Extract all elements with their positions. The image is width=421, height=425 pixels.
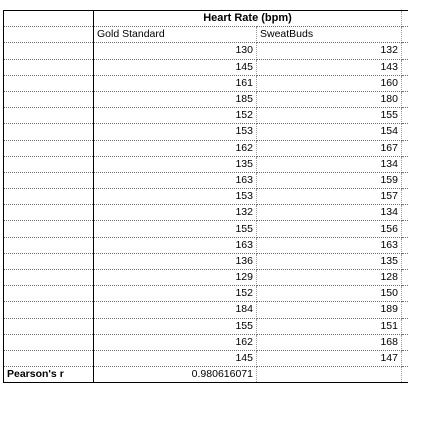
gold-standard-value[interactable]: 163 xyxy=(94,172,257,188)
sweatbuds-value[interactable]: 157 xyxy=(257,189,402,205)
table-row xyxy=(4,156,408,172)
sweatbuds-value[interactable]: 156 xyxy=(257,221,402,237)
sweatbuds-value[interactable]: 155 xyxy=(257,108,402,124)
sweatbuds-value[interactable]: 154 xyxy=(257,124,402,140)
table-row xyxy=(4,286,408,302)
table-row xyxy=(4,221,408,237)
cell-A2[interactable] xyxy=(4,27,94,43)
column-header-sweatbuds[interactable]: SweatBuds xyxy=(257,27,402,43)
gold-standard-value[interactable]: 153 xyxy=(94,124,257,140)
table-row xyxy=(4,302,408,318)
empty-cell[interactable] xyxy=(402,140,408,156)
row-label-cell[interactable] xyxy=(4,172,94,188)
gold-standard-value[interactable]: 184 xyxy=(94,302,257,318)
empty-cell[interactable] xyxy=(402,75,408,91)
gold-standard-value[interactable]: 136 xyxy=(94,253,257,269)
sweatbuds-value[interactable]: 134 xyxy=(257,156,402,172)
gold-standard-value[interactable]: 163 xyxy=(94,237,257,253)
row-label-cell[interactable] xyxy=(4,350,94,366)
table-row xyxy=(4,350,408,366)
empty-cell[interactable] xyxy=(402,189,408,205)
column-header-gold-standard[interactable]: Gold Standard xyxy=(94,27,257,43)
table-row xyxy=(4,91,408,107)
empty-cell[interactable] xyxy=(402,205,408,221)
sweatbuds-value[interactable]: 134 xyxy=(257,205,402,221)
row-label-cell[interactable] xyxy=(4,189,94,205)
empty-cell[interactable] xyxy=(402,221,408,237)
gold-standard-value[interactable]: 145 xyxy=(94,350,257,366)
header-row xyxy=(4,27,408,43)
sweatbuds-value[interactable]: 160 xyxy=(257,75,402,91)
sweatbuds-value[interactable]: 132 xyxy=(257,43,402,59)
cell-D1[interactable] xyxy=(402,11,408,27)
sweatbuds-value[interactable]: 135 xyxy=(257,253,402,269)
title-row xyxy=(4,11,408,27)
cell-D2[interactable] xyxy=(402,27,408,43)
empty-cell[interactable] xyxy=(402,43,408,59)
pearson-value[interactable]: 0.980616071 xyxy=(94,367,257,383)
row-label-cell[interactable] xyxy=(4,140,94,156)
sweatbuds-value[interactable]: 128 xyxy=(257,270,402,286)
sweatbuds-value[interactable]: 150 xyxy=(257,286,402,302)
empty-cell[interactable] xyxy=(402,59,408,75)
empty-cell[interactable] xyxy=(402,350,408,366)
empty-cell[interactable] xyxy=(402,108,408,124)
pearson-label[interactable]: Pearson's r xyxy=(4,367,94,383)
empty-cell[interactable] xyxy=(402,237,408,253)
row-label-cell[interactable] xyxy=(4,91,94,107)
table-row xyxy=(4,124,408,140)
row-label-cell[interactable] xyxy=(4,221,94,237)
gold-standard-value[interactable]: 162 xyxy=(94,334,257,350)
row-label-cell[interactable] xyxy=(4,286,94,302)
row-label-cell[interactable] xyxy=(4,156,94,172)
sweatbuds-value[interactable]: 163 xyxy=(257,237,402,253)
gold-standard-value[interactable]: 162 xyxy=(94,140,257,156)
table-title[interactable]: Heart Rate (bpm) xyxy=(94,11,402,27)
table-row xyxy=(4,270,408,286)
sweatbuds-value[interactable]: 147 xyxy=(257,350,402,366)
empty-cell[interactable] xyxy=(402,286,408,302)
sweatbuds-value[interactable]: 189 xyxy=(257,302,402,318)
row-label-cell[interactable] xyxy=(4,302,94,318)
cell-A1[interactable] xyxy=(4,11,94,27)
gold-standard-value[interactable]: 185 xyxy=(94,91,257,107)
gold-standard-value[interactable]: 155 xyxy=(94,318,257,334)
row-label-cell[interactable] xyxy=(4,43,94,59)
table-row xyxy=(4,108,408,124)
table-row xyxy=(4,43,408,59)
sweatbuds-value[interactable]: 168 xyxy=(257,334,402,350)
table-row xyxy=(4,172,408,188)
row-label-cell[interactable] xyxy=(4,75,94,91)
sweatbuds-value[interactable]: 151 xyxy=(257,318,402,334)
empty-cell[interactable] xyxy=(402,318,408,334)
empty-cell[interactable] xyxy=(402,270,408,286)
gold-standard-value[interactable]: 145 xyxy=(94,59,257,75)
gold-standard-value[interactable]: 152 xyxy=(94,108,257,124)
table-row xyxy=(4,59,408,75)
table-row xyxy=(4,140,408,156)
table-row xyxy=(4,237,408,253)
sweatbuds-value[interactable]: 180 xyxy=(257,91,402,107)
sweatbuds-value[interactable]: 143 xyxy=(257,59,402,75)
gold-standard-value[interactable]: 152 xyxy=(94,286,257,302)
pearson-row xyxy=(4,367,408,383)
gold-standard-value[interactable]: 161 xyxy=(94,75,257,91)
gold-standard-value[interactable]: 132 xyxy=(94,205,257,221)
sweatbuds-value[interactable]: 167 xyxy=(257,140,402,156)
sweatbuds-value[interactable]: 159 xyxy=(257,172,402,188)
row-label-cell[interactable] xyxy=(4,334,94,350)
empty-cell[interactable] xyxy=(402,367,408,383)
empty-cell[interactable] xyxy=(257,367,402,383)
table-row xyxy=(4,334,408,350)
row-label-cell[interactable] xyxy=(4,59,94,75)
gold-standard-value[interactable]: 135 xyxy=(94,156,257,172)
row-label-cell[interactable] xyxy=(4,318,94,334)
row-label-cell[interactable] xyxy=(4,124,94,140)
table-row xyxy=(4,318,408,334)
row-label-cell[interactable] xyxy=(4,108,94,124)
empty-cell[interactable] xyxy=(402,302,408,318)
empty-cell[interactable] xyxy=(402,124,408,140)
row-label-cell[interactable] xyxy=(4,270,94,286)
table-row xyxy=(4,75,408,91)
empty-cell[interactable] xyxy=(402,334,408,350)
empty-cell[interactable] xyxy=(402,91,408,107)
row-label-cell[interactable] xyxy=(4,253,94,269)
empty-cell[interactable] xyxy=(402,172,408,188)
spreadsheet xyxy=(3,10,407,383)
heart-rate-table xyxy=(3,10,408,383)
table-row xyxy=(4,205,408,221)
table-row xyxy=(4,253,408,269)
gold-standard-value[interactable]: 130 xyxy=(94,43,257,59)
table-row xyxy=(4,189,408,205)
gold-standard-value[interactable]: 155 xyxy=(94,221,257,237)
empty-cell[interactable] xyxy=(402,253,408,269)
row-label-cell[interactable] xyxy=(4,205,94,221)
gold-standard-value[interactable]: 153 xyxy=(94,189,257,205)
row-label-cell[interactable] xyxy=(4,237,94,253)
empty-cell[interactable] xyxy=(402,156,408,172)
gold-standard-value[interactable]: 129 xyxy=(94,270,257,286)
